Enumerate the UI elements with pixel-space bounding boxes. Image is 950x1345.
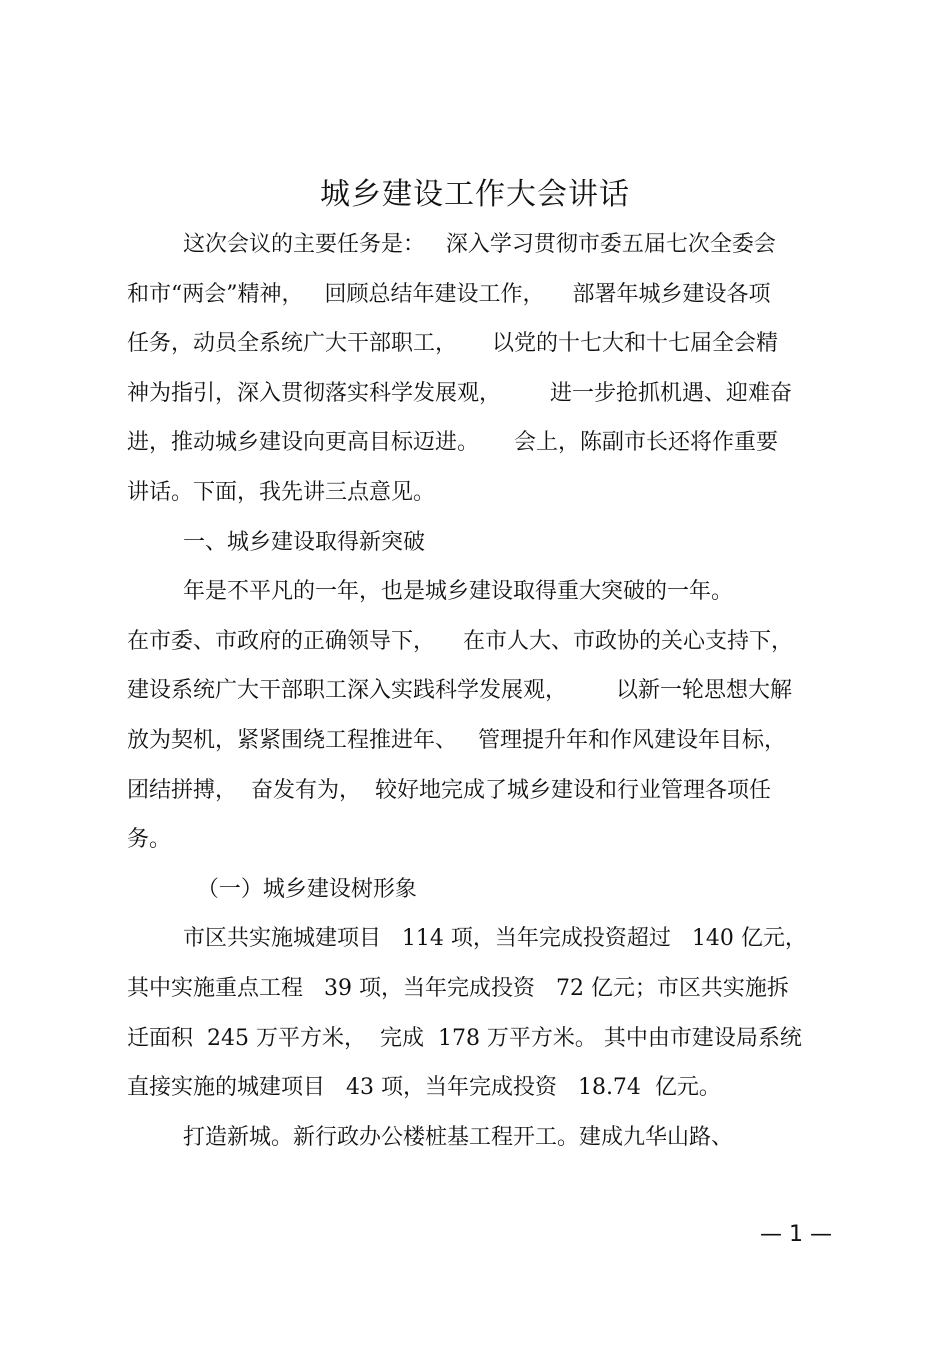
body-line: 迁面积 245 万平方米， 完成 178 万平方米。 其中由市建设局系统 xyxy=(127,1025,802,1051)
page-number: — 1 — xyxy=(760,1222,832,1247)
body-line: 建设系统广大干部职工深入实践科学发展观， 以新一轮思想大解 xyxy=(127,678,792,704)
document-title: 城乡建设工作大会讲话 xyxy=(320,177,630,212)
body-line: 其中实施重点工程 39 项，当年完成投资 72 亿元；市区共实施拆 xyxy=(127,976,789,1001)
body-line: 在市委、市政府的正确领导下， 在市人大、市政协的关心支持下， xyxy=(127,628,793,654)
body-line: 进，推动城乡建设向更高目标迈进。 会上，陈副市长还将作重要 xyxy=(127,430,778,456)
body-line: 这次会议的主要任务是： 深入学习贯彻市委五届七次全委会 xyxy=(127,232,776,257)
body-line: 市区共实施城建项目 114 项，当年完成投资超过 140 亿元， xyxy=(127,926,807,952)
body-line: 和市“两会”精神， 回顾总结年建设工作， 部署年城乡建设各项 xyxy=(127,281,771,307)
body-line: 放为契机，紧紧围绕工程推进年、 管理提升年和作风建设年目标， xyxy=(127,728,786,753)
body-line: 任务，动员全系统广大干部职工， 以党的十七大和十七届全会精 xyxy=(127,331,778,357)
body-line: 务。 xyxy=(127,827,172,853)
body-line: 一、城乡建设取得新突破 xyxy=(127,529,425,555)
body-line: 直接实施的城建项目 43 项，当年完成投资 18.74 亿元。 xyxy=(127,1075,721,1101)
body-line: 团结拼搏， 奋发有为， 较好地完成了城乡建设和行业管理各项任 xyxy=(127,777,771,803)
body-line: 讲话。下面，我先讲三点意见。 xyxy=(127,480,436,505)
body-line: （一）城乡建设树形象 xyxy=(127,876,417,902)
body-line: 打造新城。新行政办公楼桩基工程开工。建成九华山路、 xyxy=(127,1124,733,1150)
body-line: 神为指引，深入贯彻落实科学发展观， 进一步抢抓机遇、迎难奋 xyxy=(127,380,792,406)
body-line: 年是不平凡的一年，也是城乡建设取得重大突破的一年。 xyxy=(127,579,733,605)
